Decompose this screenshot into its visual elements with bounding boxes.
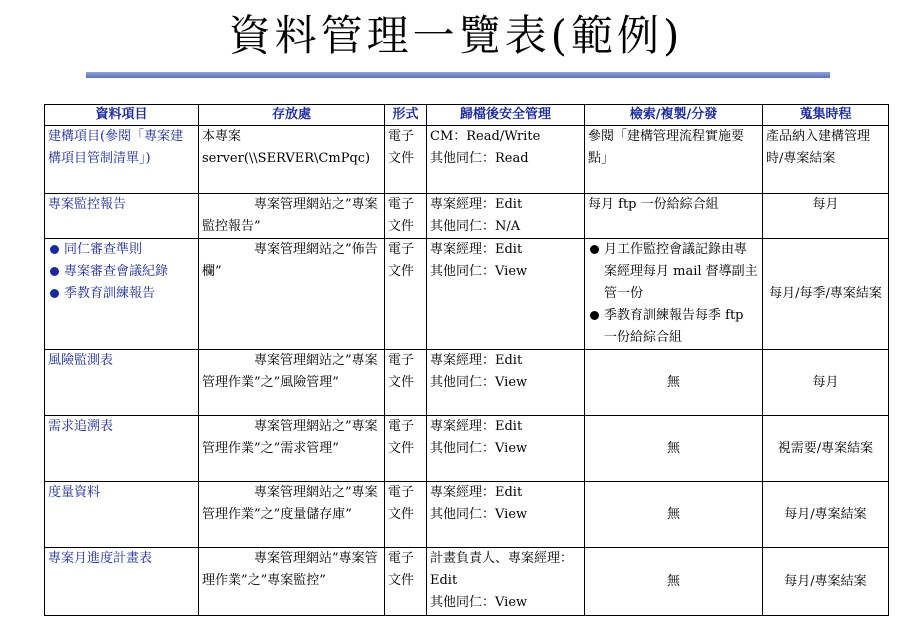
table-row bbox=[45, 350, 889, 416]
cell-form: 電子文件 bbox=[385, 239, 427, 350]
cell-schedule: 每月 bbox=[763, 194, 889, 239]
security-line: 計畫負責人、專案經理：Edit bbox=[430, 551, 574, 588]
bullet-icon bbox=[590, 245, 599, 254]
cell-item: 風險監測表 bbox=[45, 350, 199, 416]
cell-schedule: 每月 bbox=[763, 350, 889, 416]
cell-storage bbox=[199, 416, 385, 482]
cell-form: 電子文件 bbox=[385, 194, 427, 239]
cell-security bbox=[427, 194, 585, 239]
bullet-icon bbox=[50, 289, 59, 298]
list-item: 季教育訓練報告 bbox=[48, 283, 195, 305]
cell-item: 建構項目(參閱「專案建構項目管制清單」) bbox=[45, 126, 199, 194]
header-form: 形式 bbox=[385, 105, 427, 126]
table-row bbox=[45, 126, 889, 194]
cell-storage bbox=[199, 350, 385, 416]
table-row bbox=[45, 482, 889, 548]
table-row bbox=[45, 239, 889, 350]
cell-retrieval: 無 bbox=[585, 548, 763, 616]
cell-schedule: 每月/每季/專案結案 bbox=[763, 239, 889, 350]
cell-schedule: 每月/專案結案 bbox=[763, 482, 889, 548]
list-item: 季教育訓練報告每季 ftp 一份給綜合組 bbox=[588, 305, 759, 349]
cell-item: 需求追溯表 bbox=[45, 416, 199, 482]
cell-form: 電子文件 bbox=[385, 350, 427, 416]
cell-form: 電子文件 bbox=[385, 548, 427, 616]
table-row bbox=[45, 416, 889, 482]
header-schedule: 蒐集時程 bbox=[763, 105, 889, 126]
cell-item: 度量資料 bbox=[45, 482, 199, 548]
security-line: 其他同仁：View bbox=[430, 441, 528, 456]
cell-retrieval: 無 bbox=[585, 350, 763, 416]
cell-security bbox=[427, 239, 585, 350]
cell-security bbox=[427, 482, 585, 548]
list-item: 專案審查會議紀錄 bbox=[48, 261, 195, 283]
cell-item: 專案月進度計畫表 bbox=[45, 548, 199, 616]
table-row bbox=[45, 194, 889, 239]
cell-storage bbox=[199, 548, 385, 616]
cell-security bbox=[427, 548, 585, 616]
cell-retrieval bbox=[585, 239, 763, 350]
header-security: 歸檔後安全管理 bbox=[427, 105, 585, 126]
cell-storage bbox=[199, 239, 385, 350]
storage-text: 專案管理網站之”專案監控報告” bbox=[202, 197, 378, 234]
cell-storage bbox=[199, 482, 385, 548]
cell-storage: 本專案 server(\\SERVER\CmPqc) bbox=[199, 126, 385, 194]
storage-text: 專案管理網站之”專案管理作業”之”風險管理” bbox=[202, 353, 378, 390]
security-line: 專案經理：Edit bbox=[430, 242, 523, 257]
security-line: 其他同仁：View bbox=[430, 264, 528, 279]
bullet-icon bbox=[50, 267, 59, 276]
cell-schedule: 產品納入建構管理時/專案結案 bbox=[763, 126, 889, 194]
cell-form: 電子文件 bbox=[385, 416, 427, 482]
security-line: 專案經理：Edit bbox=[430, 197, 523, 212]
bullet-icon bbox=[50, 245, 59, 254]
table-row bbox=[45, 548, 889, 616]
header-storage: 存放處 bbox=[199, 105, 385, 126]
security-line: 專案經理：Edit bbox=[430, 353, 523, 368]
header-retrieval: 檢索/複製/分發 bbox=[585, 105, 763, 126]
cell-retrieval: 每月 ftp 一份給綜合組 bbox=[585, 194, 763, 239]
bullet-icon bbox=[590, 311, 599, 320]
table-header-row bbox=[45, 105, 889, 126]
cell-retrieval: 無 bbox=[585, 416, 763, 482]
security-line: 其他同仁：View bbox=[430, 375, 528, 390]
cell-security bbox=[427, 350, 585, 416]
cell-item: 專案監控報告 bbox=[45, 194, 199, 239]
storage-text: 專案管理網站之”佈告欄” bbox=[202, 242, 378, 279]
page-title: 資料管理一覽表(範例) bbox=[228, 11, 684, 60]
cell-form: 電子文件 bbox=[385, 482, 427, 548]
header-item: 資料項目 bbox=[45, 105, 199, 126]
cell-schedule: 視需要/專案結案 bbox=[763, 416, 889, 482]
cell-schedule: 每月/專案結案 bbox=[763, 548, 889, 616]
title-underline bbox=[86, 72, 830, 78]
security-line: 專案經理：Edit bbox=[430, 485, 523, 500]
security-line: 其他同仁：Read bbox=[430, 151, 529, 166]
data-management-table bbox=[44, 104, 889, 616]
security-line: 其他同仁：View bbox=[430, 595, 528, 610]
security-line: 其他同仁：View bbox=[430, 507, 528, 522]
cell-security bbox=[427, 416, 585, 482]
security-line: 其他同仁：N/A bbox=[430, 219, 521, 234]
security-line: CM：Read/Write bbox=[430, 129, 541, 144]
storage-text: 專案管理網站之”專案管理作業”之”需求管理” bbox=[202, 419, 378, 456]
cell-storage bbox=[199, 194, 385, 239]
security-line: 專案經理：Edit bbox=[430, 419, 523, 434]
cell-form: 電子文件 bbox=[385, 126, 427, 194]
cell-retrieval: 無 bbox=[585, 482, 763, 548]
list-item: 月工作監控會議記錄由專案經理每月 mail 督導副主管一份 bbox=[588, 239, 759, 305]
storage-text: 專案管理網站之”專案管理作業”之”度量儲存庫” bbox=[202, 485, 378, 522]
list-item: 同仁審查準則 bbox=[48, 239, 195, 261]
cell-item bbox=[45, 239, 199, 350]
storage-text: 專案管理網站”專案管理作業”之”專案監控” bbox=[202, 551, 378, 588]
cell-security bbox=[427, 126, 585, 194]
cell-retrieval: 參閱「建構管理流程實施要點」 bbox=[585, 126, 763, 194]
